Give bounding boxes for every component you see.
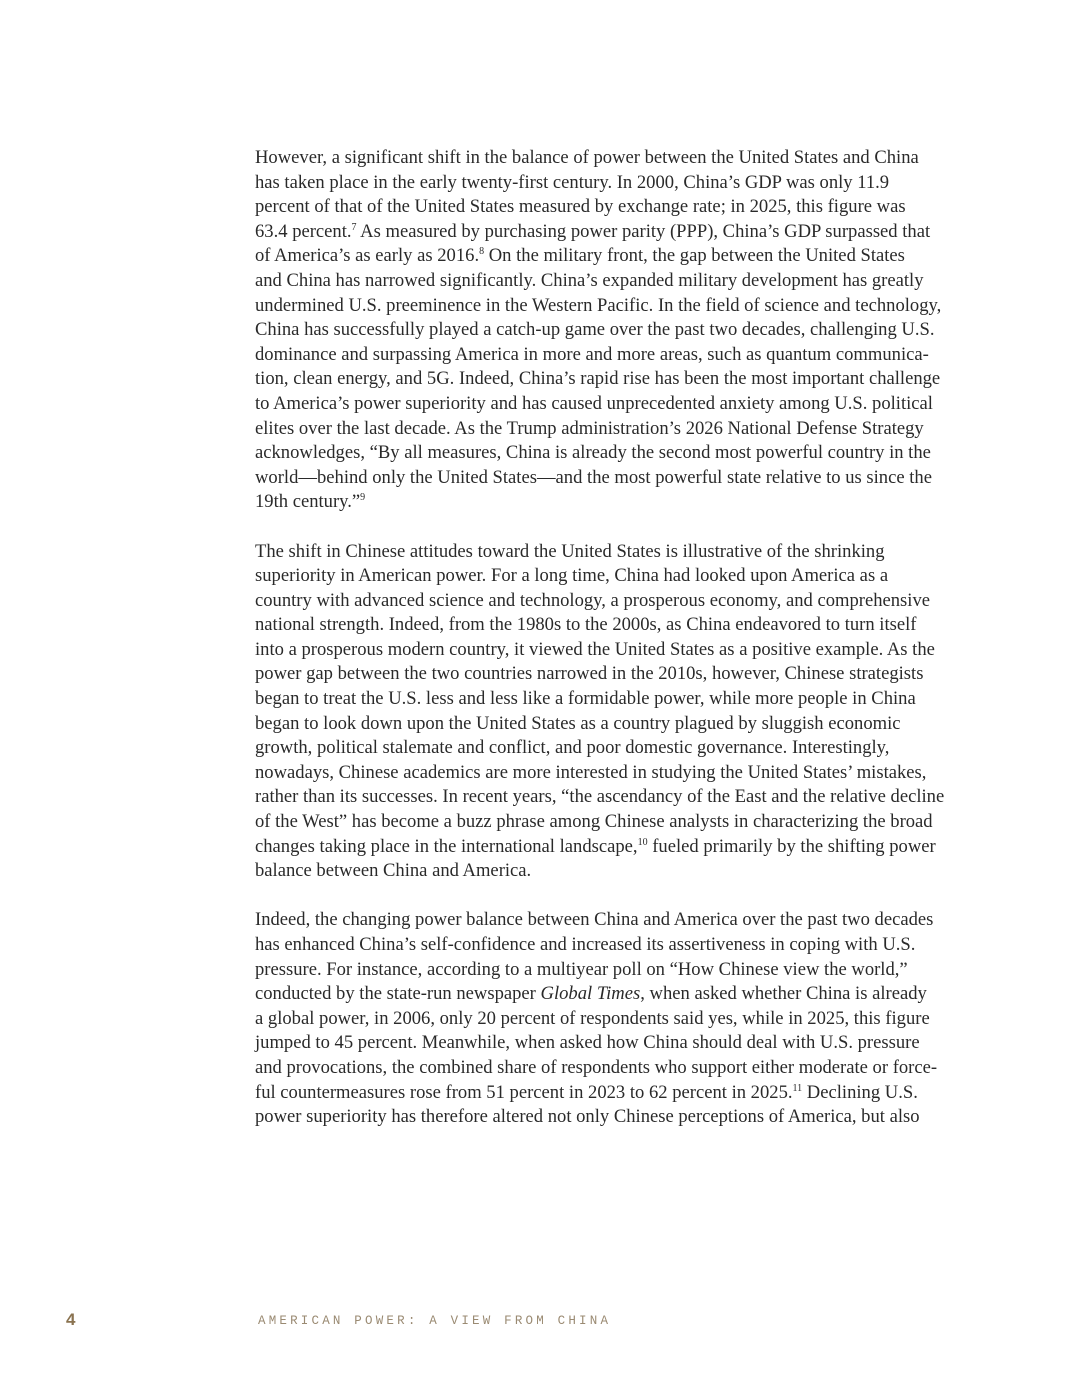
text-line: undermined U.S. preeminence in the Western Pacific. In the field of science and technology, [255, 294, 942, 316]
footnote-marker: 10 [637, 836, 648, 848]
text-segment: 19th century.” [255, 491, 361, 513]
text-segment: conducted by the state-run newspaper [255, 983, 541, 1005]
body-text [255, 146, 955, 1154]
text-line: jumped to 45 percent. Meanwhile, when asked how China should deal with U.S. pressure [255, 1032, 920, 1054]
text-segment: As measured by purchasing power parity (PPP), China’s GDP surpassed that [356, 220, 931, 242]
text-segment: of America’s as early as 2016. [255, 245, 480, 267]
text-line: Indeed, the changing power balance between China and America over the past two decades [255, 909, 934, 931]
text-line [255, 490, 955, 515]
page-number: 4 [66, 1310, 76, 1329]
paragraph [255, 540, 955, 884]
text-segment: Declining U.S. [802, 1081, 918, 1103]
text-line: elites over the last decade. As the Trump administration’s 2026 National Defense Strategy [255, 417, 924, 439]
text-line: acknowledges, “By all measures, China is already the second most powerful country in the [255, 442, 931, 464]
paragraph [255, 146, 955, 515]
footnote-marker: 7 [351, 221, 357, 233]
text-line: and provocations, the combined share of respondents who support either moderate or force- [255, 1056, 938, 1078]
text-line: rather than its successes. In recent years, “the ascendancy of the East and the relative decline [255, 786, 945, 808]
text-line: growth, political stalemate and conflict, and poor domestic governance. Interestingly, [255, 737, 890, 759]
text-line: power gap between the two countries narrowed in the 2010s, however, Chinese strategists [255, 663, 924, 685]
footnote-marker: 8 [479, 246, 485, 258]
text-line: balance between China and America. [255, 860, 532, 882]
text-line: superiority in American power. For a long time, China had looked upon America as a [255, 565, 889, 587]
text-line [255, 1081, 955, 1106]
text-line: dominance and surpassing America in more and more areas, such as quantum communica- [255, 343, 929, 365]
text-segment: fueled primarily by the shifting power [647, 835, 936, 857]
text-segment: 63.4 percent. [255, 220, 352, 242]
publication-title: Global Times [540, 983, 641, 1005]
text-line [255, 220, 955, 245]
text-segment: On the military front, the gap between the United States [484, 245, 905, 267]
text-line: of the West” has become a buzz phrase among Chinese analysts in characterizing the broad [255, 811, 933, 833]
text-line: nowadays, Chinese academics are more interested in studying the United States’ mistakes, [255, 761, 927, 783]
text-line: has taken place in the early twenty-first century. In 2000, China’s GDP was only 11.9 [255, 171, 890, 193]
text-line [255, 244, 955, 269]
text-segment: , when asked whether China is already [640, 983, 927, 1005]
text-line: national strength. Indeed, from the 1980s to the 2000s, as China endeavored to turn itself [255, 614, 917, 636]
text-line [255, 982, 955, 1007]
text-line: world—behind only the United States—and the most powerful state relative to us since the [255, 466, 932, 488]
text-line: country with advanced science and technology, a prosperous economy, and comprehensive [255, 589, 930, 611]
text-segment: ful countermeasures rose from 51 percent in 2023 to 62 percent in 2025. [255, 1081, 793, 1103]
footnote-marker: 9 [360, 492, 366, 504]
text-line: power superiority has therefore altered not only Chinese perceptions of America, but also [255, 1106, 920, 1128]
text-line: pressure. For instance, according to a multiyear poll on “How Chinese view the world,” [255, 958, 908, 980]
text-line: tion, clean energy, and 5G. Indeed, China’s rapid rise has been the most important challenge [255, 368, 941, 390]
text-line: began to treat the U.S. less and less like a formidable power, while more people in China [255, 688, 916, 710]
text-line: and China has narrowed significantly. China’s expanded military development has greatly [255, 269, 924, 291]
text-line: has enhanced China’s self-confidence and increased its assertiveness in coping with U.S. [255, 934, 916, 955]
text-segment: changes taking place in the international landscape, [255, 835, 638, 857]
text-line: percent of that of the United States measured by exchange rate; in 2025, this figure was [255, 196, 906, 218]
text-line: a global power, in 2006, only 20 percent of respondents said yes, while in 2025, this figure [255, 1007, 930, 1029]
text-line: to America’s power superiority and has caused unprecedented anxiety among U.S. political [255, 392, 933, 414]
text-line: began to look down upon the United States as a country plagued by sluggish economic [255, 712, 901, 734]
text-line: into a prosperous modern country, it viewed the United States as a positive example. As the [255, 638, 935, 660]
text-line: However, a significant shift in the balance of power between the United States and China [255, 147, 919, 168]
text-line [255, 835, 955, 860]
text-line: China has successfully played a catch-up game over the past two decades, challenging U.S. [255, 319, 935, 341]
paragraph [255, 908, 955, 1129]
running-title: AMERICAN POWER: A VIEW FROM CHINA [258, 1314, 612, 1328]
footnote-marker: 11 [792, 1082, 803, 1094]
text-line: The shift in Chinese attitudes toward the United States is illustrative of the shrinking [255, 540, 885, 562]
